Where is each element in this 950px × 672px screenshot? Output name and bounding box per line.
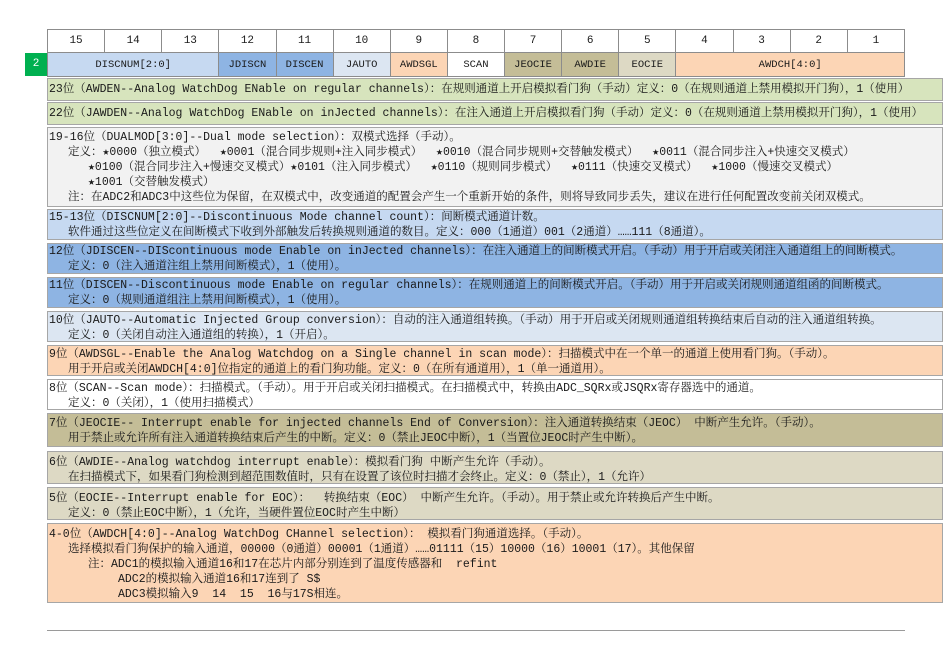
field-jauto: JAUTO [333, 53, 390, 77]
desc-line: 定义：★0000（独立模式） ★0001（混合同步规则+注入同步模式） ★0010（混合同步规则+交替触发模式） ★0011（混合同步注入+快速交叉模式） [68, 146, 855, 159]
desc-line: ★1001（交替触发模式） [88, 176, 215, 189]
desc-line: 定义：0（关闭自动注入通道组的转换），1（开启）。 [68, 329, 335, 342]
desc-line: 定义：0（注入通道注组上禁用间断模式），1（使用）。 [68, 260, 347, 273]
field-discnum: DISCNUM[2:0] [48, 53, 219, 77]
desc-line: 用于禁止或允许所有注入通道转换结束后产生的中断。定义：0（禁止JEOC中断），1（当置位JEOC时产生中断）。 [68, 432, 644, 445]
desc-bit22-jawden [47, 102, 943, 125]
field-awdsgl: AWDSGL [390, 53, 447, 77]
desc-line: 11位（DISCEN--Discontinuous mode Enable on regular channels）：在规则通道上的间断模式开启。（手动）用于开启或关闭规则通道组函的间断模式。 [49, 279, 889, 292]
desc-line: 5位（EOCIE--Interrupt enable for EOC）： 转换结束（EOC） 中断产生允许。（手动）。用于禁止或允许转换后产生中断。 [49, 492, 720, 505]
bit-number: 13 [162, 30, 219, 53]
desc-line: ★0100（混合同步注入+慢速交叉模式）★0101（注入同步模式） ★0110（规则同步模式） ★0111（快速交叉模式） ★1000（慢速交叉模式） [88, 161, 838, 174]
field-discen: DISCEN [276, 53, 333, 77]
bit-number: 7 [505, 30, 562, 53]
desc-bit6-awdie [47, 451, 943, 484]
bit-number: 10 [333, 30, 390, 53]
desc-line: 选择模拟看门狗保护的输入通道，00000（0通道）00001（1通道）……01111（15）10000（16）10001（17）。其他保留 [68, 543, 695, 556]
row-number-label: 2 [25, 53, 47, 76]
desc-line: 6位（AWDIE--Analog watchdog interrupt enable）：模拟看门狗 中断产生允许（手动）。 [49, 456, 551, 469]
desc-bit23-awden [47, 78, 943, 101]
desc-line: 8位（SCAN--Scan mode）：扫描模式。（手动）。用于开启或关闭扫描模式。在扫描模式中，转换由ADC_SQRx或JSQRx寄存器选中的通道。 [49, 382, 761, 395]
desc-line: 定义：0（规则通道组注上禁用间断模式），1（使用）。 [68, 294, 347, 307]
field-name-row [48, 53, 905, 77]
desc-line: 软件通过这些位定义在间断模式下收到外部触发后转换规则通道的数目。定义：000（1通道）001（2通道）……111（8通道）。 [68, 226, 711, 239]
bit-number: 14 [105, 30, 162, 53]
bit-number: 8 [447, 30, 504, 53]
register-bit-table [47, 29, 905, 77]
field-jdiscn: JDISCN [219, 53, 276, 77]
field-awdch: AWDCH[4:0] [676, 53, 905, 77]
desc-line: 4-0位（AWDCH[4:0]--Analog WatchDog CHannel selection）： 模拟看门狗通道选择。（手动）。 [49, 528, 589, 541]
bit-number: 12 [219, 30, 276, 53]
desc-line: 注：在ADC2和ADC3中这些位为保留，在双模式中，改变通道的配置会产生一个重新开始的条件，则将导致同步丢失，建议在进行任何配置改变前关闭双模式。 [68, 191, 871, 204]
bit-field-table [47, 29, 905, 77]
desc-line: 在扫描模式下，如果看门狗检测到超范围数值时，只有在设置了该位时扫描才会终止。定义：0（禁止），1（允许） [68, 471, 652, 484]
desc-bit7-jeocie [47, 413, 943, 447]
desc-line: 9位（AWDSGL--Enable the Analog Watchdog on a Single channel in scan mode）：扫描模式中在一个单一的通道上使用看门狗。（手动）。 [49, 348, 835, 361]
bit-number: 9 [390, 30, 447, 53]
desc-line: 定义：0（禁止EOC中断），1（允许，当硬件置位EOC时产生中断） [68, 507, 405, 520]
desc-bit5-eocie [47, 487, 943, 520]
field-eocie: EOCIE [619, 53, 676, 77]
desc-line: 定义：0（关闭），1（使用扫描模式） [68, 397, 261, 410]
desc-line: ADC3模拟输入9 14 15 16与17S相连。 [118, 588, 349, 601]
desc-line: 23位（AWDEN--Analog WatchDog ENable on regular channels）：在规则通道上开启模拟看门狗（手动）定义：0（在规则通道上禁用模拟开门狗），1（使用） [49, 83, 910, 96]
desc-bit12-jdiscen [47, 243, 943, 274]
bit-number: 1 [847, 30, 904, 53]
desc-line: 22位（JAWDEN--Analog WatchDog ENable on inJected channels）：在注入通道上开启模拟看门狗（手动）定义：0（在规则通道上禁用模拟开门狗），1（使用） [49, 107, 924, 120]
desc-bit15-13-discnum [47, 209, 943, 240]
desc-line: 7位（JEOCIE-- Interrupt enable for injected channels End of Conversion）：注入通道转换结束（JEOC） 中断产生允许。（手动）。 [49, 417, 821, 430]
field-scan: SCAN [447, 53, 504, 77]
desc-bit8-scan [47, 379, 943, 410]
desc-line: 15-13位（DISCNUM[2:0]--Discontinuous Mode channel count）：间断模式通道计数。 [49, 211, 545, 224]
bit-number: 11 [276, 30, 333, 53]
bit-number: 4 [676, 30, 733, 53]
desc-line: 用于开启或关闭AWDCH[4:0]位指定的通道上的看门狗功能。定义：0（在所有通道用），1（单一通道用）。 [68, 363, 611, 376]
desc-bit9-awdsgl [47, 345, 943, 376]
desc-line: 19-16位（DUALMOD[3:0]--Dual mode selection）：双模式选择（手动）。 [49, 131, 461, 144]
desc-bit4-0-awdch [47, 523, 943, 603]
bit-number: 3 [733, 30, 790, 53]
field-awdie: AWDIE [562, 53, 619, 77]
bit-number: 5 [619, 30, 676, 53]
bit-number: 2 [790, 30, 847, 53]
desc-line: ADC2的模拟输入通道16和17连到了 S$ [118, 573, 321, 586]
desc-line: 12位（JDISCEN--DIScontinuous mode Enable on inJected channels）：在注入通道上的间断模式开启。（手动）用于开启或关闭注入通道组上的间断模式。 [49, 245, 903, 258]
desc-bit11-discen [47, 277, 943, 308]
desc-bit10-jauto [47, 311, 943, 342]
field-jeocie: JEOCIE [505, 53, 562, 77]
bottom-rule [47, 630, 905, 631]
bit-number-row [48, 30, 905, 53]
bit-number: 15 [48, 30, 105, 53]
bit-number: 6 [562, 30, 619, 53]
desc-line: 10位（JAUTO--Automatic Injected Group conversion）：自动的注入通道组转换。（手动）用于开启或关闭规则通道组转换结束后自动的注入通道组转换。 [49, 314, 882, 327]
desc-line: 注：ADC1的模拟输入通道16和17在芯片内部分别连到了温度传感器和 refint [88, 558, 498, 571]
desc-bit19-16-dualmod [47, 127, 943, 207]
